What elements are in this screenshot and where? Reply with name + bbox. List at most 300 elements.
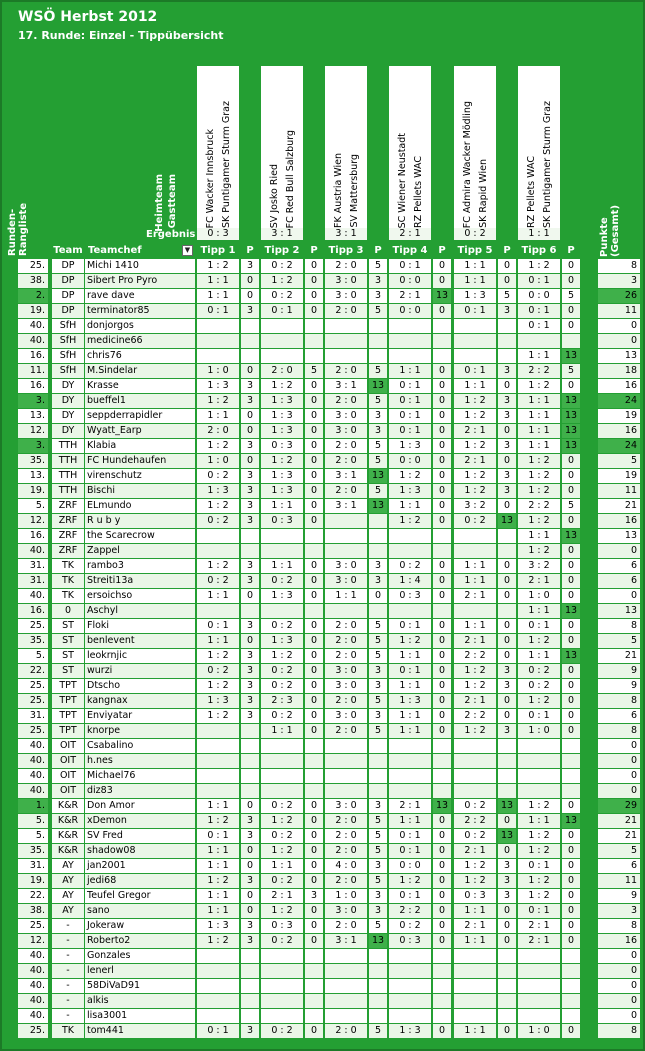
tipp-1-cell: 1 : 3 xyxy=(197,379,239,393)
tipp-1-cell xyxy=(197,769,239,783)
points-6-cell: 13 xyxy=(562,649,580,663)
teamchef-cell[interactable]: donjorgos xyxy=(85,319,195,333)
tipp-4-cell: 1 : 1 xyxy=(389,814,431,828)
tipp-6-cell: 1 : 2 xyxy=(518,514,560,528)
teamchef-cell[interactable]: Gonzales xyxy=(85,949,195,963)
team-cell: DY xyxy=(52,394,84,408)
tipp-2-cell: 0 : 3 xyxy=(261,514,303,528)
tipp-3-cell: 3 : 0 xyxy=(325,424,367,438)
total-points-cell: 8 xyxy=(598,694,640,708)
teamchef-cell[interactable]: terminator85 xyxy=(85,304,195,318)
total-points-cell: 5 xyxy=(598,454,640,468)
teamchef-cell[interactable]: diz83 xyxy=(85,784,195,798)
table-row xyxy=(18,1009,640,1024)
points-5-cell: 0 xyxy=(498,814,516,828)
tipp-6-cell: 2 : 1 xyxy=(518,934,560,948)
teamchef-cell[interactable]: alkis xyxy=(85,994,195,1008)
teamchef-cell[interactable]: R u b y xyxy=(85,514,195,528)
rank-cell: 13. xyxy=(18,409,48,423)
points-2-cell xyxy=(305,334,323,348)
tipp-3-cell xyxy=(325,514,367,528)
tipp-2-cell xyxy=(261,334,303,348)
total-points-cell: 19 xyxy=(598,409,640,423)
teamchef-cell[interactable]: knorpe xyxy=(85,724,195,738)
points-4-cell: 0 xyxy=(433,919,451,933)
tipp-3-cell xyxy=(325,334,367,348)
points-4-cell: 0 xyxy=(433,904,451,918)
points-2-cell: 0 xyxy=(305,394,323,408)
teamchef-cell[interactable]: Aschyl xyxy=(85,604,195,618)
teamchef-cell[interactable]: Roberto2 xyxy=(85,934,195,948)
points-1-cell: 0 xyxy=(241,454,259,468)
points-5-cell: 0 xyxy=(498,574,516,588)
points-4-cell: 13 xyxy=(433,289,451,303)
tipp-2-cell: 0 : 2 xyxy=(261,934,303,948)
team-cell: ST xyxy=(52,649,84,663)
points-5-cell: 0 xyxy=(498,424,516,438)
points-5-cell xyxy=(498,769,516,783)
teamchef-cell[interactable]: Wyatt_Earp xyxy=(85,424,195,438)
teamchef-cell[interactable]: Dtscho xyxy=(85,679,195,693)
table-row xyxy=(18,649,640,664)
match-6-home-team: RZ Pellets WAC xyxy=(526,155,537,228)
total-points-cell: 0 xyxy=(598,979,640,993)
teamchef-cell[interactable]: Michael76 xyxy=(85,769,195,783)
tipp-5-cell xyxy=(454,949,496,963)
points-5-cell xyxy=(498,964,516,978)
points-3-cell xyxy=(369,319,387,333)
rank-cell: 31. xyxy=(18,859,48,873)
points-5-cell: 13 xyxy=(498,514,516,528)
tipp-3-cell xyxy=(325,784,367,798)
points-1-cell: 3 xyxy=(241,304,259,318)
table-row xyxy=(18,904,640,919)
teamchef-cell[interactable]: lisa3001 xyxy=(85,1009,195,1023)
table-row xyxy=(18,334,640,349)
total-points-cell: 0 xyxy=(598,589,640,603)
tipp-3-cell: 2 : 0 xyxy=(325,724,367,738)
match-1-home-team: FC Wacker Innsbruck xyxy=(205,128,216,228)
tipp-3-cell xyxy=(325,754,367,768)
teamchef-cell[interactable]: jan2001 xyxy=(85,859,195,873)
tipp-5-cell: 1 : 1 xyxy=(454,934,496,948)
points-4-cell: 0 xyxy=(433,454,451,468)
tipp-1-cell xyxy=(197,994,239,1008)
total-points-cell: 9 xyxy=(598,664,640,678)
rank-cell: 25. xyxy=(18,619,48,633)
teamchef-cell[interactable]: Sibert Pro Pyro xyxy=(85,274,195,288)
tipp-4-cell: 0 : 1 xyxy=(389,259,431,273)
total-points-cell: 0 xyxy=(598,544,640,558)
tipp-2-cell: 1 : 2 xyxy=(261,649,303,663)
teamchef-cell[interactable]: Don Amor xyxy=(85,799,195,813)
tipp-2-cell xyxy=(261,949,303,963)
teamchef-cell[interactable]: ELmundo xyxy=(85,499,195,513)
tipp-4-cell: 0 : 0 xyxy=(389,454,431,468)
match-3-header xyxy=(325,66,367,234)
teamchef-cell[interactable]: benlevent xyxy=(85,634,195,648)
points-6-cell: 5 xyxy=(562,364,580,378)
teamchef-cell[interactable]: kangnax xyxy=(85,694,195,708)
tipp-5-cell: 1 : 2 xyxy=(454,394,496,408)
tipp-1-cell xyxy=(197,964,239,978)
teamchef-cell[interactable]: sano xyxy=(85,904,195,918)
rank-cell: 5. xyxy=(18,499,48,513)
points-5-cell: 0 xyxy=(498,454,516,468)
rank-cell: 40. xyxy=(18,784,48,798)
rank-cell: 25. xyxy=(18,919,48,933)
tipp-1-cell: 1 : 1 xyxy=(197,859,239,873)
rank-cell: 25. xyxy=(18,1024,48,1038)
tipp-3-cell: 2 : 0 xyxy=(325,829,367,843)
tipp-1-cell: 1 : 2 xyxy=(197,874,239,888)
tipp-5-cell: 3 : 2 xyxy=(454,499,496,513)
tipp-5-cell xyxy=(454,544,496,558)
tipp-4-cell: 1 : 2 xyxy=(389,514,431,528)
points-4-cell: 0 xyxy=(433,814,451,828)
tipp-2-cell: 1 : 3 xyxy=(261,469,303,483)
points-6-cell xyxy=(562,739,580,753)
match-2-home-team: SV Josko Ried xyxy=(269,163,280,228)
points-6-cell xyxy=(562,964,580,978)
points-3-cell: 13 xyxy=(369,379,387,393)
tipp-2-cell: 2 : 1 xyxy=(261,889,303,903)
tipp-2-cell: 1 : 1 xyxy=(261,559,303,573)
points-5-cell: 0 xyxy=(498,559,516,573)
tipp-3-cell xyxy=(325,1009,367,1023)
tipp-6-cell xyxy=(518,1009,560,1023)
teamchef-cell[interactable]: tom441 xyxy=(85,1024,195,1038)
team-cell: 0 xyxy=(52,604,84,618)
tipp-2-cell xyxy=(261,529,303,543)
tipp-5-cell xyxy=(454,529,496,543)
points-1-cell: 3 xyxy=(241,514,259,528)
team-cell: ZRF xyxy=(52,514,84,528)
points-3-cell xyxy=(369,784,387,798)
rank-cell: 35. xyxy=(18,634,48,648)
total-points-cell: 3 xyxy=(598,904,640,918)
tipp-3-cell: 2 : 0 xyxy=(325,454,367,468)
points-2-cell: 5 xyxy=(305,364,323,378)
table-row xyxy=(18,484,640,499)
tipp-4-cell: 1 : 1 xyxy=(389,724,431,738)
rank-cell: 35. xyxy=(18,844,48,858)
points-1-cell xyxy=(241,724,259,738)
points-3-cell: 13 xyxy=(369,499,387,513)
col-p-5-header: P xyxy=(503,245,511,256)
tipp-6-cell: 2 : 1 xyxy=(518,919,560,933)
tipp-6-cell xyxy=(518,769,560,783)
points-4-cell xyxy=(433,754,451,768)
points-2-cell xyxy=(305,529,323,543)
table-row xyxy=(18,499,640,514)
tipp-6-cell: 0 : 1 xyxy=(518,709,560,723)
points-5-cell xyxy=(498,1009,516,1023)
rank-cell: 40. xyxy=(18,769,48,783)
tipp-2-cell: 1 : 3 xyxy=(261,589,303,603)
tipp-4-cell: 2 : 1 xyxy=(389,799,431,813)
team-cell: TTH xyxy=(52,454,84,468)
tipp-5-cell: 1 : 2 xyxy=(454,664,496,678)
tipp-6-cell: 1 : 1 xyxy=(518,439,560,453)
points-5-cell: 3 xyxy=(498,364,516,378)
total-points-cell: 21 xyxy=(598,829,640,843)
points-6-cell: 0 xyxy=(562,874,580,888)
points-1-cell: 3 xyxy=(241,664,259,678)
tipp-6-cell: 1 : 1 xyxy=(518,409,560,423)
points-2-cell xyxy=(305,994,323,1008)
points-4-cell: 0 xyxy=(433,259,451,273)
tipp-2-cell: 0 : 2 xyxy=(261,799,303,813)
team-cell: OIT xyxy=(52,739,84,753)
teamchef-cell[interactable]: Zappel xyxy=(85,544,195,558)
table-row xyxy=(18,979,640,994)
total-points-cell: 13 xyxy=(598,349,640,363)
team-cell: - xyxy=(52,979,84,993)
points-4-cell: 0 xyxy=(433,664,451,678)
points-6-cell xyxy=(562,754,580,768)
tipp-5-cell: 2 : 1 xyxy=(454,694,496,708)
points-6-cell: 0 xyxy=(562,574,580,588)
tipp-1-cell xyxy=(197,739,239,753)
teamchef-cell[interactable]: jedi68 xyxy=(85,874,195,888)
points-1-cell xyxy=(241,754,259,768)
rank-cell: 40. xyxy=(18,964,48,978)
teamchef-cell[interactable]: chris76 xyxy=(85,349,195,363)
rank-cell: 19. xyxy=(18,874,48,888)
tipp-4-cell: 1 : 1 xyxy=(389,364,431,378)
teamchef-cell[interactable]: Krasse xyxy=(85,379,195,393)
table-row xyxy=(18,364,640,379)
table-row xyxy=(18,394,640,409)
points-6-cell: 0 xyxy=(562,634,580,648)
tipp-5-cell xyxy=(454,349,496,363)
points-5-cell: 3 xyxy=(498,409,516,423)
teamchef-cell[interactable]: Jokeraw xyxy=(85,919,195,933)
points-1-cell: 3 xyxy=(241,559,259,573)
tipp-6-cell xyxy=(518,949,560,963)
teamchef-cell[interactable]: medicine66 xyxy=(85,334,195,348)
points-6-cell: 0 xyxy=(562,799,580,813)
points-6-cell xyxy=(562,949,580,963)
points-6-cell: 0 xyxy=(562,484,580,498)
teamchef-cell[interactable]: Michi 1410 xyxy=(85,259,195,273)
team-cell: - xyxy=(52,1009,84,1023)
table-row xyxy=(18,739,640,754)
tipp-1-cell: 0 : 1 xyxy=(197,1024,239,1038)
rank-cell: 5. xyxy=(18,649,48,663)
teamchef-cell[interactable]: Streiti13a xyxy=(85,574,195,588)
teamchef-cell[interactable]: virenschutz xyxy=(85,469,195,483)
table-row xyxy=(18,949,640,964)
points-5-cell: 3 xyxy=(498,394,516,408)
tipp-4-cell: 1 : 2 xyxy=(389,874,431,888)
points-5-cell: 0 xyxy=(498,1024,516,1038)
points-4-cell xyxy=(433,1009,451,1023)
points-5-cell: 0 xyxy=(498,259,516,273)
teamchef-cell[interactable]: leokrnjic xyxy=(85,649,195,663)
rank-cell: 13. xyxy=(18,469,48,483)
rank-cell: 38. xyxy=(18,274,48,288)
tipp-5-cell: 2 : 2 xyxy=(454,649,496,663)
points-2-cell: 0 xyxy=(305,724,323,738)
tipp-1-cell: 0 : 2 xyxy=(197,574,239,588)
points-3-cell: 3 xyxy=(369,274,387,288)
teamchef-cell[interactable]: rave dave xyxy=(85,289,195,303)
tipp-5-cell: 1 : 2 xyxy=(454,469,496,483)
tipp-1-cell: 0 : 1 xyxy=(197,304,239,318)
tipp-3-cell: 3 : 1 xyxy=(325,379,367,393)
team-cell: DY xyxy=(52,424,84,438)
teamchef-cell[interactable]: lenerl xyxy=(85,964,195,978)
tipp-5-cell xyxy=(454,784,496,798)
points-2-cell: 0 xyxy=(305,304,323,318)
total-points-cell: 8 xyxy=(598,724,640,738)
team-cell: SfH xyxy=(52,319,84,333)
tipp-2-cell: 0 : 3 xyxy=(261,919,303,933)
rank-cell: 16. xyxy=(18,379,48,393)
tipp-3-cell: 2 : 0 xyxy=(325,484,367,498)
points-6-cell: 0 xyxy=(562,709,580,723)
teamchef-cell[interactable]: bueffel1 xyxy=(85,394,195,408)
tipp-4-cell: 2 : 1 xyxy=(389,289,431,303)
points-5-cell xyxy=(498,604,516,618)
points-3-cell xyxy=(369,739,387,753)
points-4-cell xyxy=(433,994,451,1008)
teamchef-cell[interactable]: FC Hundehaufen xyxy=(85,454,195,468)
total-points-cell: 6 xyxy=(598,859,640,873)
teamchef-cell[interactable]: Floki xyxy=(85,619,195,633)
tipp-1-cell: 1 : 3 xyxy=(197,919,239,933)
rank-cell: 31. xyxy=(18,709,48,723)
teamchef-cell[interactable]: 58DiVaD91 xyxy=(85,979,195,993)
points-6-cell: 13 xyxy=(562,349,580,363)
rank-cell: 40. xyxy=(18,319,48,333)
total-points-cell: 0 xyxy=(598,784,640,798)
col-tipp-3-header: Tipp 3 xyxy=(328,245,364,256)
points-3-cell: 5 xyxy=(369,439,387,453)
points-5-cell xyxy=(498,739,516,753)
tipp-5-cell: 1 : 1 xyxy=(454,574,496,588)
runden-rangliste-label: Runden-Rangliste xyxy=(7,202,29,256)
team-cell: OIT xyxy=(52,784,84,798)
points-1-cell: 3 xyxy=(241,484,259,498)
teamchef-cell[interactable]: Bischi xyxy=(85,484,195,498)
tipp-5-cell: 1 : 2 xyxy=(454,874,496,888)
tipp-1-cell: 1 : 1 xyxy=(197,289,239,303)
tipp-1-cell: 1 : 1 xyxy=(197,634,239,648)
points-3-cell: 3 xyxy=(369,904,387,918)
teamchef-cell[interactable]: the Scarecrow xyxy=(85,529,195,543)
points-4-cell xyxy=(433,964,451,978)
tipp-4-cell: 0 : 1 xyxy=(389,424,431,438)
points-6-cell xyxy=(562,334,580,348)
tipp-4-cell xyxy=(389,739,431,753)
team-cell: SfH xyxy=(52,349,84,363)
team-cell: TK xyxy=(52,589,84,603)
rank-cell: 22. xyxy=(18,889,48,903)
tipp-6-cell: 1 : 1 xyxy=(518,394,560,408)
tipp-1-cell: 1 : 1 xyxy=(197,409,239,423)
teamchef-cell[interactable]: ersoichso xyxy=(85,589,195,603)
table-row xyxy=(18,814,640,829)
teamchef-cell[interactable]: Klabia xyxy=(85,439,195,453)
points-6-cell: 13 xyxy=(562,394,580,408)
team-cell: - xyxy=(52,934,84,948)
match-6-away-team: SK Puntigamer Sturm Graz xyxy=(542,101,553,228)
points-5-cell: 3 xyxy=(498,664,516,678)
tipp-1-cell xyxy=(197,1009,239,1023)
points-1-cell xyxy=(241,949,259,963)
teamchef-cell[interactable]: seppderrapidler xyxy=(85,409,195,423)
teamchef-cell[interactable]: SV Fred xyxy=(85,829,195,843)
tipp-1-cell xyxy=(197,784,239,798)
tipp-2-cell: 0 : 2 xyxy=(261,574,303,588)
points-6-cell: 0 xyxy=(562,619,580,633)
teamchef-cell[interactable]: Teufel Gregor xyxy=(85,889,195,903)
teamchef-cell[interactable]: Enviyatar xyxy=(85,709,195,723)
teamchef-cell[interactable]: h.nes xyxy=(85,754,195,768)
table-row xyxy=(18,379,640,394)
team-cell: AY xyxy=(52,889,84,903)
points-3-cell xyxy=(369,994,387,1008)
tipp-3-cell: 2 : 0 xyxy=(325,634,367,648)
tipp-2-cell: 1 : 1 xyxy=(261,724,303,738)
tipp-2-cell: 1 : 3 xyxy=(261,424,303,438)
team-cell: TK xyxy=(52,574,84,588)
tipp-2-cell: 1 : 3 xyxy=(261,634,303,648)
tipp-3-cell xyxy=(325,319,367,333)
teamchef-cell[interactable]: M.Sindelar xyxy=(85,364,195,378)
teamchef-cell[interactable]: rambo3 xyxy=(85,559,195,573)
tipp-3-cell xyxy=(325,529,367,543)
points-3-cell: 5 xyxy=(369,724,387,738)
tipp-5-cell xyxy=(454,994,496,1008)
points-6-cell: 5 xyxy=(562,289,580,303)
points-4-cell: 0 xyxy=(433,589,451,603)
teamchef-filter-dropdown-icon[interactable]: ▼ xyxy=(182,245,193,256)
tipp-1-cell: 0 : 2 xyxy=(197,664,239,678)
points-2-cell: 0 xyxy=(305,259,323,273)
points-4-cell xyxy=(433,319,451,333)
col-teamchef-header: Teamchef xyxy=(88,245,142,256)
tipp-1-cell: 1 : 3 xyxy=(197,484,239,498)
teamchef-cell[interactable]: xDemon xyxy=(85,814,195,828)
tipp-3-cell xyxy=(325,949,367,963)
tipp-1-cell: 1 : 2 xyxy=(197,394,239,408)
teamchef-cell[interactable]: Csabalino xyxy=(85,739,195,753)
points-6-cell: 13 xyxy=(562,604,580,618)
match-2-result: 3 : 1 xyxy=(261,228,303,240)
teamchef-cell[interactable]: shadow08 xyxy=(85,844,195,858)
total-points-cell: 24 xyxy=(598,439,640,453)
points-3-cell: 3 xyxy=(369,709,387,723)
points-2-cell xyxy=(305,949,323,963)
total-points-cell: 16 xyxy=(598,934,640,948)
rank-cell: 40. xyxy=(18,739,48,753)
table-row xyxy=(18,454,640,469)
tipp-3-cell xyxy=(325,964,367,978)
points-6-cell: 0 xyxy=(562,904,580,918)
tipp-3-cell: 4 : 0 xyxy=(325,859,367,873)
tipp-3-cell: 1 : 0 xyxy=(325,889,367,903)
total-points-cell: 0 xyxy=(598,319,640,333)
points-4-cell xyxy=(433,604,451,618)
tipp-2-cell: 0 : 2 xyxy=(261,709,303,723)
team-cell: ZRF xyxy=(52,544,84,558)
table-row xyxy=(18,754,640,769)
teamchef-cell[interactable]: wurzi xyxy=(85,664,195,678)
